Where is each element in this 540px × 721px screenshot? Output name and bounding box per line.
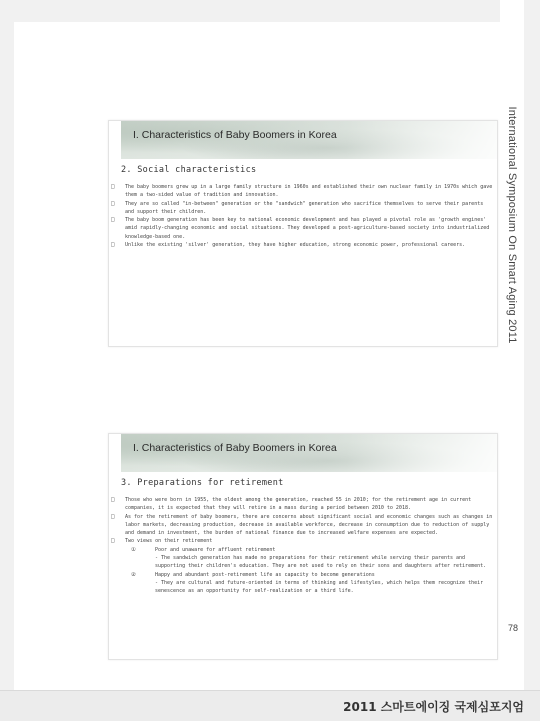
bullet-item bbox=[111, 241, 495, 249]
bullet-text: As for the retirement of baby boomers, there are concerns about significant social and economic changes such as changes in labor markets, decreasing production, decrease in available workforce, decrease in consumption due to reduction of supply and demand in investment, the burden of national finance due to increased welfare expenses are expected. bbox=[125, 513, 493, 537]
sub-item bbox=[125, 546, 495, 554]
bullet-marker-icon: □ bbox=[111, 241, 115, 249]
bullet-marker-icon: □ bbox=[111, 183, 115, 190]
bullet-marker-icon: □ bbox=[111, 537, 115, 545]
bullet-item bbox=[111, 496, 495, 513]
sub-list bbox=[125, 546, 495, 596]
bullet-marker-icon: □ bbox=[111, 216, 115, 224]
sub-item-detail: - They are cultural and future-oriented in terms of thinking and lifestyles, which helps them recognize their senescence as an opportunity for self-realization or a third life. bbox=[155, 579, 484, 595]
sub-item-label: Poor and unaware for affluent retirement bbox=[155, 546, 276, 553]
footer-title: 2011 스마트에이징 국제심포지엄 bbox=[343, 700, 524, 714]
sub-item bbox=[125, 571, 495, 579]
sub-item-label: Happy and abundant post-retirement life as capacity to become generations bbox=[155, 571, 375, 578]
bullet-item bbox=[111, 183, 495, 200]
slide-subtitle: 2. Social characteristics bbox=[121, 165, 257, 175]
bullet-text: The baby boom generation has been key to national economic development and has played a pivotal role as 'growth engines' amid rapidly-changing economic and social situations. They developed a post-agriculture-based society into industrialized knowledge-based one. bbox=[125, 217, 490, 240]
bullet-text: Those who were born in 1955, the oldest among the generation, reached 55 in 2010; for the retirement age in current companies, it is expected that they will retire in a mass during a period between 2010 to 2018. bbox=[125, 497, 472, 512]
bullet-item bbox=[111, 537, 495, 595]
slide-subtitle: 3. Preparations for retirement bbox=[121, 478, 284, 488]
bullet-item bbox=[111, 200, 495, 217]
bullet-text: They are so called "in-between" generation or the "sandwich" generation who sacrifice themselves to serve their parents and support their children. bbox=[125, 200, 484, 215]
sub-item-detail: - The sandwich generation has made no preparations for their retirement while serving their parents and supporting their children's education. They are not used to rely on their sons and daughters after retirement. bbox=[155, 555, 487, 570]
bullet-marker-icon: □ bbox=[111, 496, 115, 503]
sub-item-marker: ① bbox=[131, 546, 136, 553]
bullet-list bbox=[111, 183, 495, 249]
bullet-marker-icon: □ bbox=[111, 512, 115, 520]
bullet-text: Two views on their retirement bbox=[125, 538, 213, 545]
page-number: 78 bbox=[508, 623, 519, 633]
footer-bar bbox=[0, 690, 540, 721]
sub-item-marker: ② bbox=[131, 571, 136, 578]
slide-heading: I. Characteristics of Baby Boomers in Korea bbox=[133, 129, 337, 141]
slide-social-characteristics bbox=[108, 120, 498, 347]
bullet-marker-icon: □ bbox=[111, 199, 115, 207]
slide-header-banner bbox=[121, 121, 497, 159]
bullet-list bbox=[111, 496, 495, 596]
bullet-item bbox=[111, 513, 495, 538]
bullet-text: The baby boomers grew up in a large family structure in 1960s and established their own nuclear family in 1970s which gave them a two-sided value of tradition and innovation. bbox=[125, 184, 493, 199]
slide-header-banner bbox=[121, 434, 497, 472]
symposium-vertical-title: International Symposium On Smart Aging 2011 bbox=[506, 106, 518, 344]
slide-retirement-preparations bbox=[108, 433, 498, 660]
slide-heading: I. Characteristics of Baby Boomers in Korea bbox=[133, 442, 337, 454]
bullet-item bbox=[111, 216, 495, 241]
bullet-text: Unlike the existing 'silver' generation, they have higher education, strong economic power, professional careers. bbox=[125, 242, 466, 249]
